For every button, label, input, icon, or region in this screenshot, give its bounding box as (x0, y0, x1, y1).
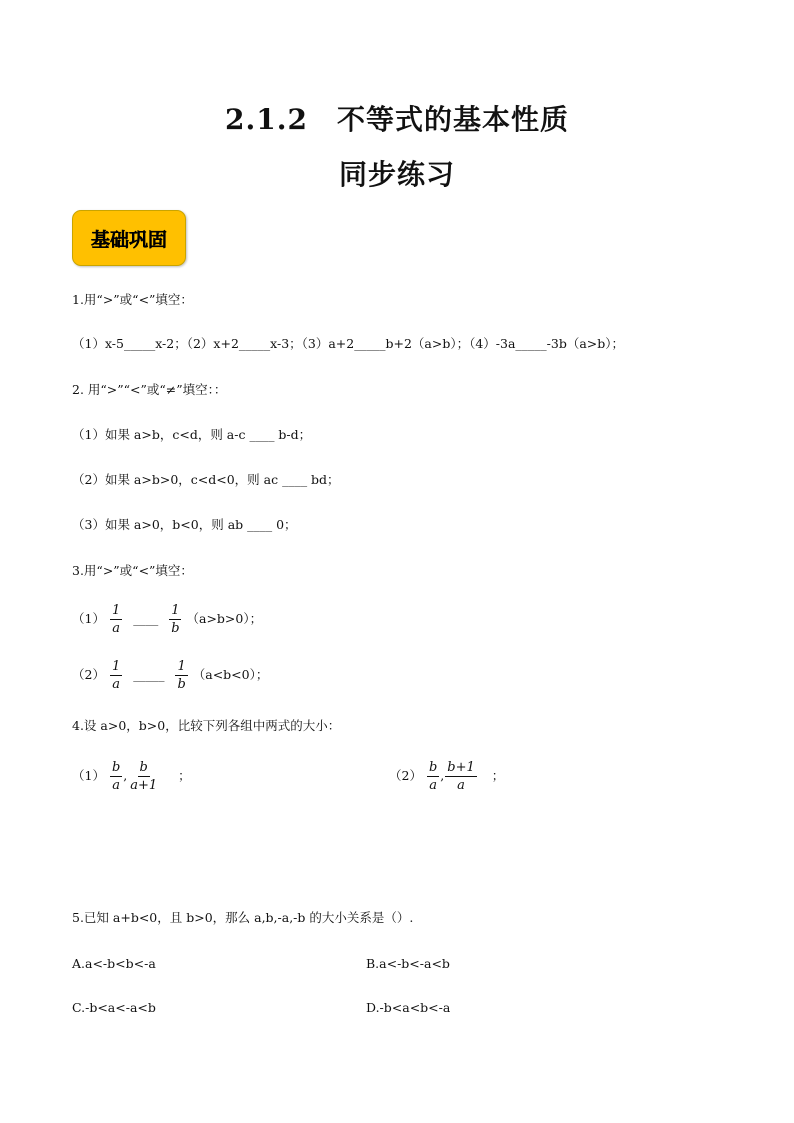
fraction-first: $\frac{b}{a}$ (111, 760, 121, 793)
question-2-stem: 2. 用“>”“<”或“≠”填空：： (72, 382, 227, 397)
question-5-stem: 5.已知 a+b<0，且 b>0，那么 a,b,-a,-b 的大小关系是（）. (72, 910, 414, 925)
item-condition: （a<b<0）； (192, 667, 269, 682)
answer-blank: _____ (133, 667, 165, 682)
option-d: D.-b<a<b<-a (366, 1000, 451, 1015)
question-3-stem: 3.用“>”或“<”填空： (72, 563, 193, 578)
item-label: （1） (72, 611, 105, 626)
option-a: A.a<-b<b<-a (72, 956, 156, 971)
item-end: ； (491, 768, 505, 783)
separator: , (123, 768, 128, 783)
question-2-item-1: （1）如果 a>b，c<d，则 a-c ____ b-d； (72, 427, 312, 442)
question-4-item-1 (72, 758, 191, 794)
question-2-item-3: （3）如果 a>0，b<0，则 ab ____ 0； (72, 517, 297, 532)
question-3-item-2 (72, 657, 268, 693)
fraction-first: $\frac{b}{a}$ (428, 760, 438, 793)
question-1-items: （1）x-5_____x-2；（2）x+2_____x-3；（3）a+2_____b+2（a>b）；（4）-3a_____-3b（a>b）； (72, 336, 625, 351)
question-2-item-2: （2）如果 a>b>0，c<d<0，则 ac ____ bd； (72, 472, 340, 487)
fraction-right: $\frac{1}{b}$ (171, 603, 180, 636)
page-subtitle: 同步练习 (338, 158, 455, 191)
option-b: B.a<-b<-a<b (366, 956, 450, 971)
question-4-stem: 4.设 a>0，b>0，比较下列各组中两式的大小： (72, 718, 341, 733)
question-3-item-1 (72, 601, 262, 637)
question-4-item-2 (389, 758, 504, 794)
item-end: ； (178, 768, 191, 783)
answer-blank: ____ (133, 611, 159, 626)
fraction-second: $\frac{b}{a+1}$ (130, 760, 158, 793)
fraction-left: $\frac{1}{a}$ (111, 603, 121, 636)
page-title: 2.1.2 不等式的基本性质 (225, 103, 569, 136)
question-1-stem: 1.用“>”或“<”填空： (72, 292, 193, 307)
section-badge-label: 基础巩固 (90, 228, 167, 251)
item-label: （2） (72, 667, 105, 682)
fraction-right: $\frac{1}{b}$ (177, 659, 186, 692)
fraction-second: $\frac{b+1}{a}$ (447, 760, 475, 793)
option-c: C.-b<a<-a<b (72, 1000, 156, 1015)
item-label: （2） (389, 768, 422, 783)
item-condition: （a>b>0）； (186, 611, 263, 626)
separator: , (440, 768, 445, 783)
fraction-left: $\frac{1}{a}$ (111, 659, 121, 692)
section-badge (72, 210, 186, 266)
item-label: （1） (72, 768, 105, 783)
